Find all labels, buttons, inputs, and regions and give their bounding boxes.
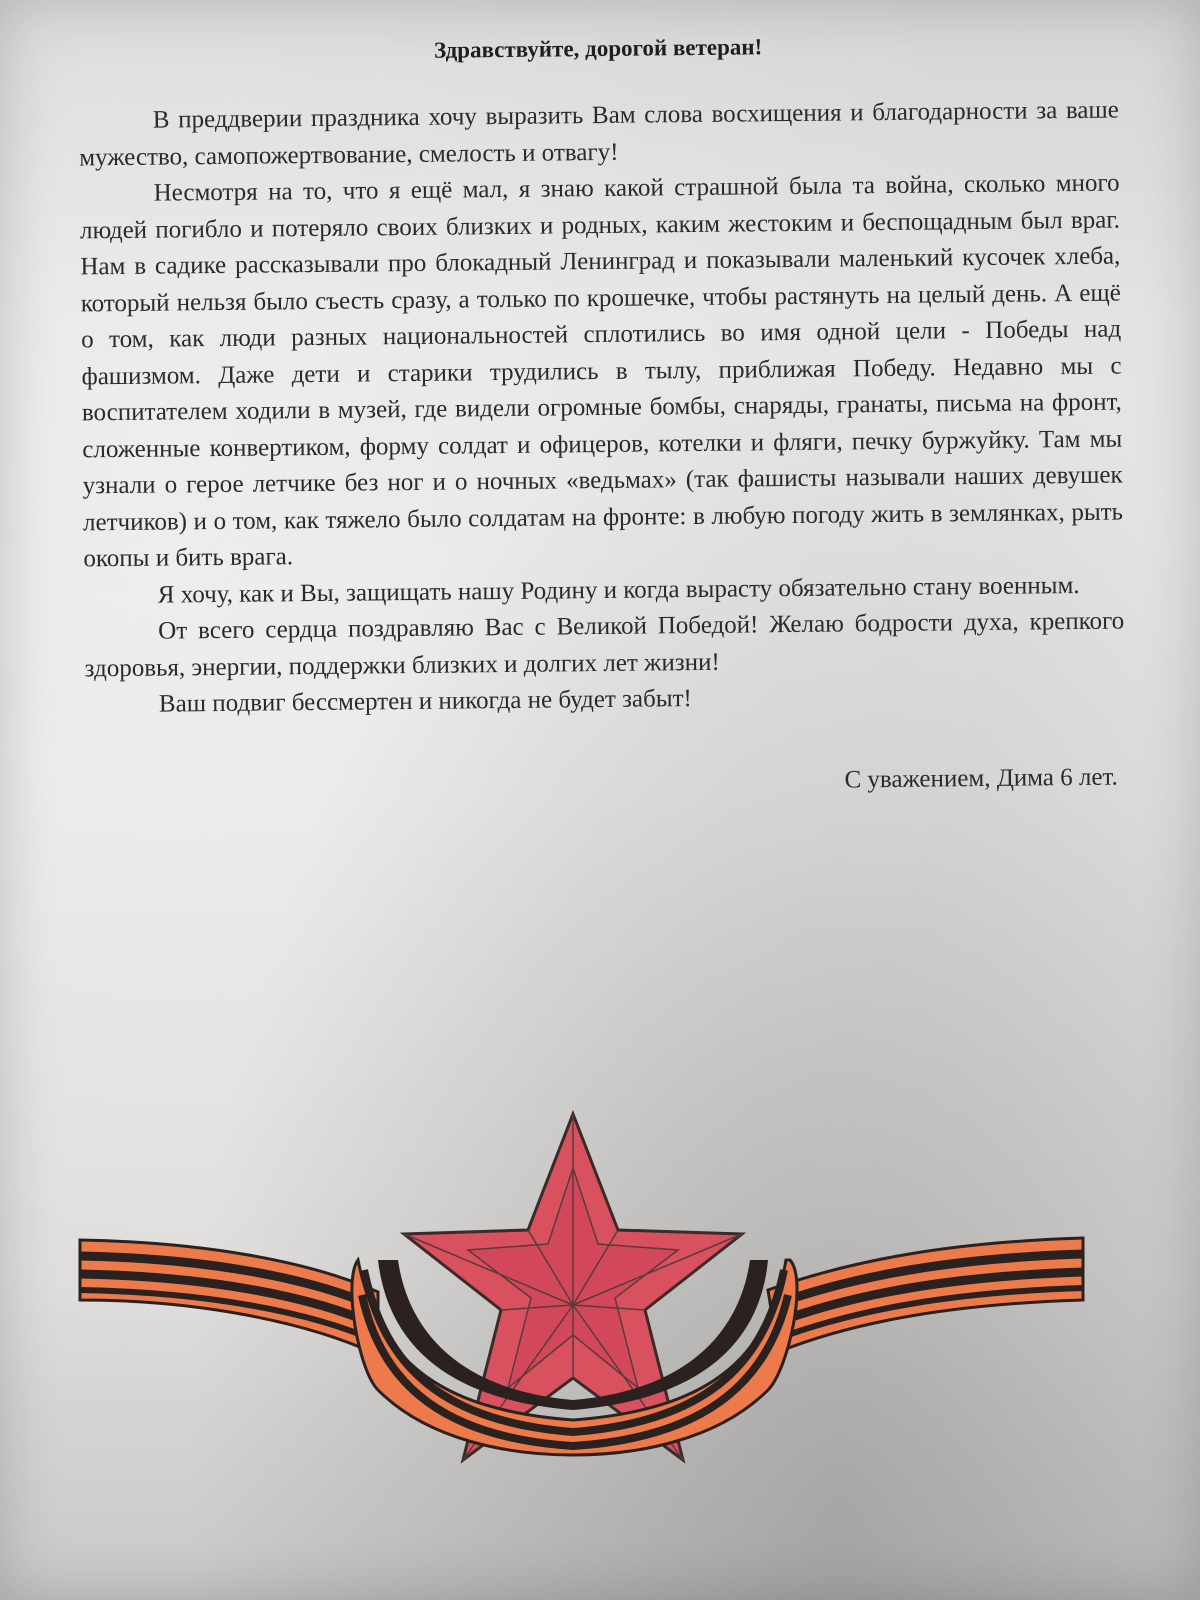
letter-body — [78, 31, 1126, 802]
star-ribbon-emblem — [78, 1110, 1088, 1500]
paragraph-congratulations: От всего сердца поздравляю Вас с Великой Победой! Желаю бодрости духа, крепкого здоровья, энергии, поддержки близких и долгих лет жизни! — [84, 607, 1125, 682]
paragraph-wish-military: Я хочу, как и Вы, защищать нашу Родину и когда вырасту обязательно стану военным. — [157, 571, 1080, 609]
paragraph-never-forgotten: Ваш подвиг бессмертен и никогда не будет забыт! — [158, 685, 692, 718]
paragraph-intro: В преддверии праздника хочу выразить Вам слова восхищения и благодарности за ваше мужество, самопожертвование, смелость и отвагу! — [79, 96, 1119, 171]
paragraph-memory: Несмотря на то, что я ещё мал, я знаю какой страшной была та война, сколько много людей погибло и потеряло своих близких и родных, каким жестоким и беспощадным был враг. Нам в садике рассказывали про блокадный Ленинград и показывали маленький кусочек хлеба, который нельзя было съесть сразу, а только по крошечке, чтобы растянуть на целый день. А ещё о том, как люди разных национальностей сплотились во имя одной цели - Победы над фашизмом. Даже дети и старики трудились в тылу, приближая Победу. Недавно мы с воспитателем ходили в музей, где видели огромные бомбы, снаряды, гранаты, письма на фронт, сложенные конвертиком, форму солдат и офицеров, котелки и фляги, печку буржуйку. Там мы узнали о герое летчике без ног и о ночных «ведьмах» (так фашисты называли наших девушек летчиков) и о том, как тяжело было солдатам на фронте: в любую погоду жить в землянках, рыть окопы и бить врага. — [79, 169, 1124, 573]
signature: С уважением, Дима 6 лет. — [844, 763, 1118, 793]
letter-title: Здравствуйте, дорогой ветеран! — [433, 34, 763, 63]
right-ribbon-icon — [768, 1238, 1083, 1352]
left-ribbon-icon — [80, 1240, 378, 1355]
